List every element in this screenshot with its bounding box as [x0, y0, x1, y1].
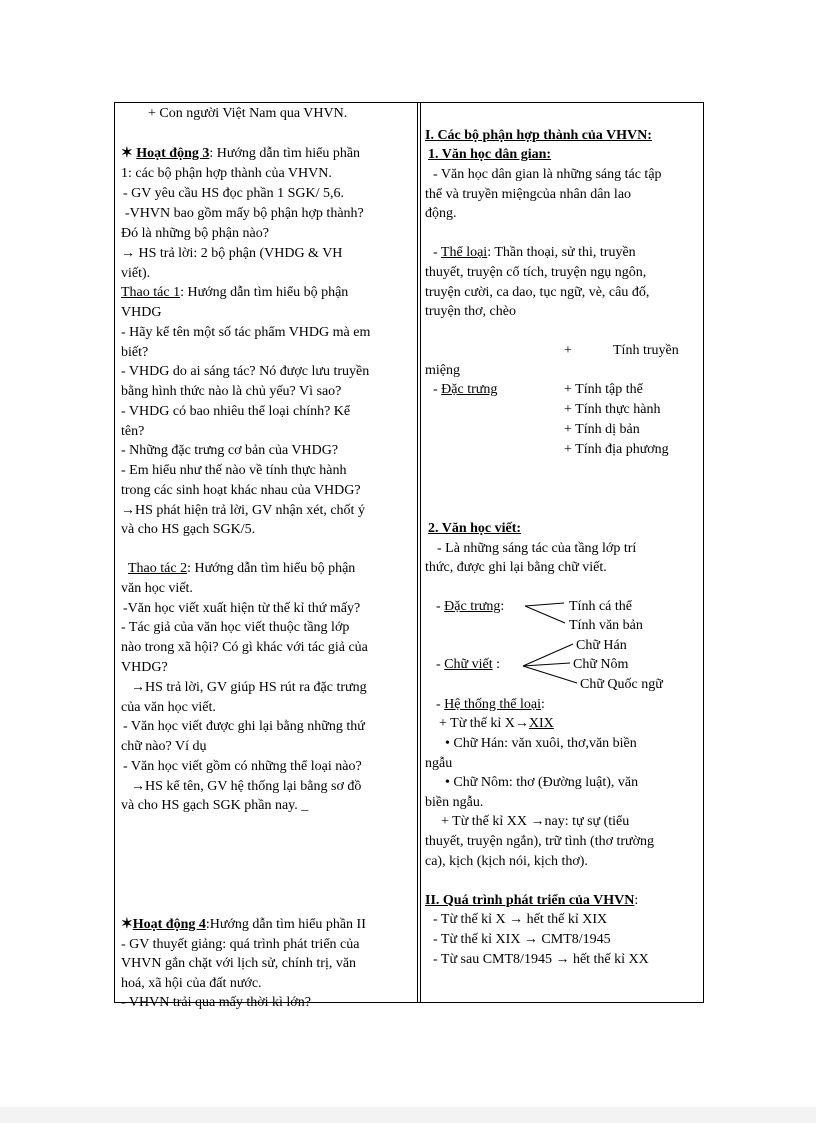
text-line: - VHVN trải qua mấy thời kì lớn?: [121, 995, 311, 1010]
connector-line: [523, 644, 573, 666]
task-title: Thao tác 2: [128, 561, 188, 576]
text-line: trong các sinh hoạt khác nhau của VHDG?: [121, 483, 361, 498]
trait-item: + Tính địa phương: [564, 442, 669, 457]
text-line: - Em hiểu như thế nào về tính thực hành: [121, 463, 347, 478]
lesson-table: [114, 102, 704, 1010]
text-line: ca), kịch (kịch nói, kịch thơ).: [425, 854, 588, 869]
section-2-heading: II. Quá trình phát triển của VHVN:: [425, 893, 639, 908]
subsection-folk-literature: 1. Văn học dân gian:: [428, 147, 552, 162]
text-line: - Văn học viết được ghi lại bằng những thứ: [123, 719, 365, 734]
text-line: và cho HS gạch SGK/5.: [121, 522, 256, 537]
text-line: tên?: [121, 424, 145, 439]
text-line: thuyết, truyện ngắn), trữ tình (thơ trường: [425, 834, 655, 849]
text-line: →HS phát hiện trả lời, GV nhận xét, chốt ý: [121, 503, 365, 518]
subsection-written-literature: 2. Văn học viết:: [428, 521, 522, 536]
genre-label: Thể loại: [440, 245, 488, 260]
text-line: thể và truyền miệngcủa nhân dân lao: [425, 187, 632, 202]
text-line: - Những đặc trưng cơ bản của VHDG?: [121, 443, 339, 458]
connector-line: [525, 606, 565, 623]
genre-system-label: Hệ thống thể loại: [444, 697, 541, 712]
activity-desc: : Hướng dẫn tìm hiểu phần: [209, 146, 361, 161]
written-traits-label: Đặc trưng: [444, 599, 501, 614]
connector-line: [525, 603, 564, 606]
script-item: Chữ Nôm: [573, 657, 629, 672]
text-line: - GV yêu cầu HS đọc phần 1 SGK/ 5,6.: [123, 186, 344, 201]
text-line: truyện thơ, chèo: [425, 304, 516, 319]
text-line: viết).: [121, 266, 151, 281]
traits-line: - Đặc trưng: [433, 382, 498, 397]
script-label-line: - Chữ viết :: [436, 657, 500, 672]
text-line: văn học viết.: [121, 581, 193, 596]
trait-item: + Tính thực hành: [564, 402, 661, 417]
text-line: - Hãy kể tên một số tác phẩm VHDG mà em: [121, 325, 371, 340]
text-line: - Văn học dân gian là những sáng tác tập: [433, 167, 662, 182]
text-line: nào trong xã hội? Có gì khác với tác giả của: [121, 640, 368, 655]
text-line: - Là những sáng tác của tầng lớp trí: [437, 541, 637, 556]
activity-desc: :Hướng dẫn tìm hiểu phần II: [205, 917, 366, 932]
star-icon: ✶: [121, 917, 133, 932]
period-item: - Từ sau CMT8/1945 → hết thế kỉ XX: [433, 952, 649, 967]
page-footer-band: [0, 1107, 816, 1123]
text-line: - VHDG có bao nhiêu thể loại chính? Kể: [121, 404, 351, 419]
text-line: -Văn học viết xuất hiện từ thế kỉ thứ mấy?: [123, 601, 361, 616]
section-title: II. Quá trình phát triển của VHVN: [425, 893, 635, 908]
text-line: và cho HS gạch SGK phần nay. _: [121, 798, 309, 813]
text-line: bằng hình thức nào là chủ yếu? Vì sao?: [121, 384, 342, 399]
period-end: XIX: [528, 716, 554, 731]
activity-title: Hoạt động 3: [136, 146, 210, 161]
activity-title: Hoạt động 4: [132, 917, 206, 932]
text-line: thức, được ghi lại bằng chữ viết.: [425, 560, 607, 575]
period-text: + Từ thế kỉ X→: [439, 716, 529, 731]
trait-oral: Tính truyền: [613, 343, 679, 358]
text-line: truyện cười, ca dao, tục ngữ, vè, câu đố,: [425, 285, 650, 300]
text-line: + Con người Việt Nam qua VHVN.: [148, 106, 348, 121]
connector-line: [523, 663, 570, 666]
text-line: miệng: [425, 363, 460, 378]
text-line: VHVN gắn chặt với lịch sử, chính trị, văn: [121, 956, 357, 971]
task-title: Thao tác 1: [121, 285, 181, 300]
text-line: - GV thuyết giảng: quá trình phát triển của: [121, 937, 360, 952]
text-line: động.: [425, 206, 457, 221]
written-trait-item: Tính cá thể: [569, 599, 632, 614]
trait-item: + Tính dị bản: [564, 422, 640, 437]
section-title: I. Các bộ phận hợp thành của VHVN:: [425, 128, 652, 143]
text-line: - VHDG do ai sáng tác? Nó được lưu truyền: [121, 364, 370, 379]
text-line: Đó là những bộ phận nào?: [121, 226, 269, 241]
text-line: của văn học viết.: [121, 700, 216, 715]
text-line: →HS trả lời, GV giúp HS rút ra đặc trưng: [131, 680, 367, 695]
text-line: ngẫu: [425, 756, 453, 771]
script-item: Chữ Quốc ngữ: [580, 677, 663, 692]
task-desc: : Hướng dẫn tìm hiểu bộ phận: [180, 285, 349, 300]
genre-line: - Thể loại: Thần thoại, sử thi, truyền: [433, 245, 636, 260]
genre-system-line: - Hệ thống thể loại:: [436, 697, 545, 712]
text-line: + Từ thế kỉ XX →nay: tự sự (tiểu: [441, 814, 630, 829]
text-line: →HS kể tên, GV hệ thống lại bằng sơ đồ: [131, 779, 362, 794]
task-desc: : Hướng dẫn tìm hiểu bộ phận: [187, 561, 356, 576]
text-line: • Chữ Hán: văn xuôi, thơ,văn biền: [445, 736, 637, 751]
text-line: biền ngẫu.: [425, 795, 484, 810]
trait-plus: +: [564, 343, 572, 358]
written-traits-label-line: - Đặc trưng:: [436, 599, 505, 614]
text-line: -VHVN bao gồm mấy bộ phận hợp thành?: [125, 206, 364, 221]
text-line: → HS trả lời: 2 bộ phận (VHDG & VH: [121, 246, 343, 261]
text-line: VHDG: [121, 305, 162, 320]
trait-item: + Tính tập thể: [564, 382, 643, 397]
period-item: - Từ thế kỉ X → hết thế kỉ XIX: [433, 912, 608, 927]
written-trait-item: Tính văn bản: [569, 618, 643, 633]
text-line: chữ nào? Ví dụ: [121, 739, 207, 754]
script-label: Chữ viết: [444, 657, 493, 672]
period-item: - Từ thế kỉ XIX → CMT8/1945: [433, 932, 611, 947]
connector-line: [523, 666, 577, 683]
text-line: hoá, xã hội của đất nước.: [121, 976, 262, 991]
text-line: biết?: [121, 345, 149, 360]
genre-desc: : Thần thoại, sử thi, truyền: [487, 245, 636, 260]
text-line: 1: các bộ phận hợp thành của VHVN.: [121, 166, 332, 181]
text-line: thuyết, truyện cổ tích, truyện ngụ ngôn,: [425, 265, 647, 280]
traits-label: Đặc trưng: [441, 382, 498, 397]
star-icon: ✶: [121, 146, 133, 161]
text-line: - Văn học viết gồm có những thể loại nào?: [123, 759, 362, 774]
text-line: - Tác giả của văn học viết thuộc tầng lớp: [121, 620, 350, 635]
connector-lines: [115, 103, 703, 1002]
script-item: Chữ Hán: [576, 638, 627, 653]
text-line: VHDG?: [121, 660, 168, 675]
text-line: • Chữ Nôm: thơ (Đường luật), văn: [445, 775, 639, 790]
